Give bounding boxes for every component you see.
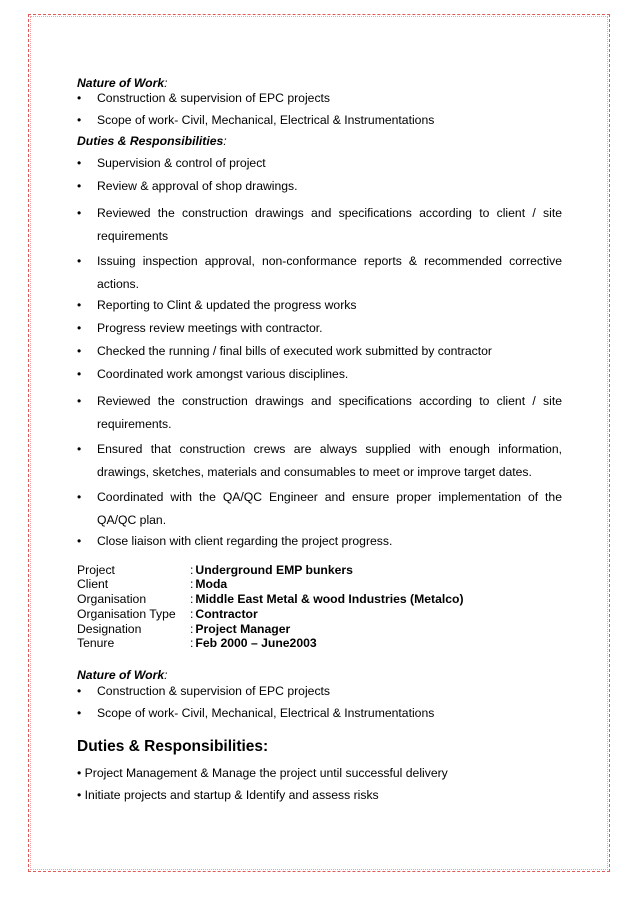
duties-heading-1: Duties & Responsibilities: <box>77 134 227 149</box>
list-item: • Construction & supervision of EPC projects <box>77 684 562 699</box>
list-item: • Supervision & control of project <box>77 156 562 171</box>
info-row-client <box>77 577 562 592</box>
duty-line: • Project Management & Manage the project until successful delivery <box>77 765 448 780</box>
info-label: Organisation Type <box>77 606 176 621</box>
info-row-organisation <box>77 592 562 607</box>
nature-of-work-heading-1: Nature of Work: <box>77 76 168 90</box>
list-item: • Review & approval of shop drawings. <box>77 179 562 194</box>
list-item: • Coordinated with the QA/QC Engineer and ensure proper implementation of the QA/QC plan. <box>77 486 562 532</box>
list-item: • Issuing inspection approval, non-conformance reports & recommended corrective actions. <box>77 250 562 296</box>
info-value: : Project Manager <box>190 621 291 636</box>
info-row-tenure <box>77 636 562 651</box>
info-label: Client <box>77 577 109 592</box>
list-item: • Ensured that construction crews are always supplied with enough information, drawings, sketches, materials and consumables to meet or improve target dates. <box>77 438 562 484</box>
list-item: • Close liaison with client regarding the project progress. <box>77 534 562 549</box>
info-label: Project <box>77 562 115 577</box>
list-item: • Scope of work- Civil, Mechanical, Electrical & Instrumentations <box>77 113 562 128</box>
info-value: : Moda <box>190 577 228 592</box>
list-item: • Coordinated work amongst various disciplines. <box>77 367 562 382</box>
info-row-organisation-type <box>77 607 562 622</box>
list-item: • Progress review meetings with contractor. <box>77 321 562 336</box>
nature-of-work-list-2 <box>77 684 562 721</box>
list-item: • Reporting to Clint & updated the progress works <box>77 298 562 313</box>
info-value: : Contractor <box>190 606 258 621</box>
info-row-project <box>77 563 562 578</box>
list-item: • Checked the running / final bills of executed work submitted by contractor <box>77 344 562 359</box>
duty-line: • Initiate projects and startup & Identify and assess risks <box>77 787 379 802</box>
list-item: • Reviewed the construction drawings and specifications according to client / site requirements <box>77 202 562 248</box>
info-label: Tenure <box>77 636 115 651</box>
list-item: • Construction & supervision of EPC projects <box>77 91 562 106</box>
duties-heading-2: Duties & Responsibilities: <box>77 737 269 755</box>
nature-of-work-heading-2: Nature of Work: <box>77 668 168 683</box>
document-body <box>77 76 562 810</box>
info-label: Organisation <box>77 592 147 607</box>
nature-of-work-list-1 <box>77 91 562 128</box>
duties-list-1 <box>77 156 562 549</box>
info-row-designation <box>77 622 562 637</box>
list-item: • Scope of work- Civil, Mechanical, Electrical & Instrumentations <box>77 706 562 721</box>
info-value: : Feb 2000 – June2003 <box>190 636 317 651</box>
project-info-table <box>77 563 562 652</box>
info-value: : Middle East Metal & wood Industries (Metalco) <box>190 592 464 607</box>
info-label: Designation <box>77 621 142 636</box>
list-item: • Reviewed the construction drawings and specifications according to client / site requirements. <box>77 390 562 436</box>
info-value: : Underground EMP bunkers <box>190 562 353 577</box>
